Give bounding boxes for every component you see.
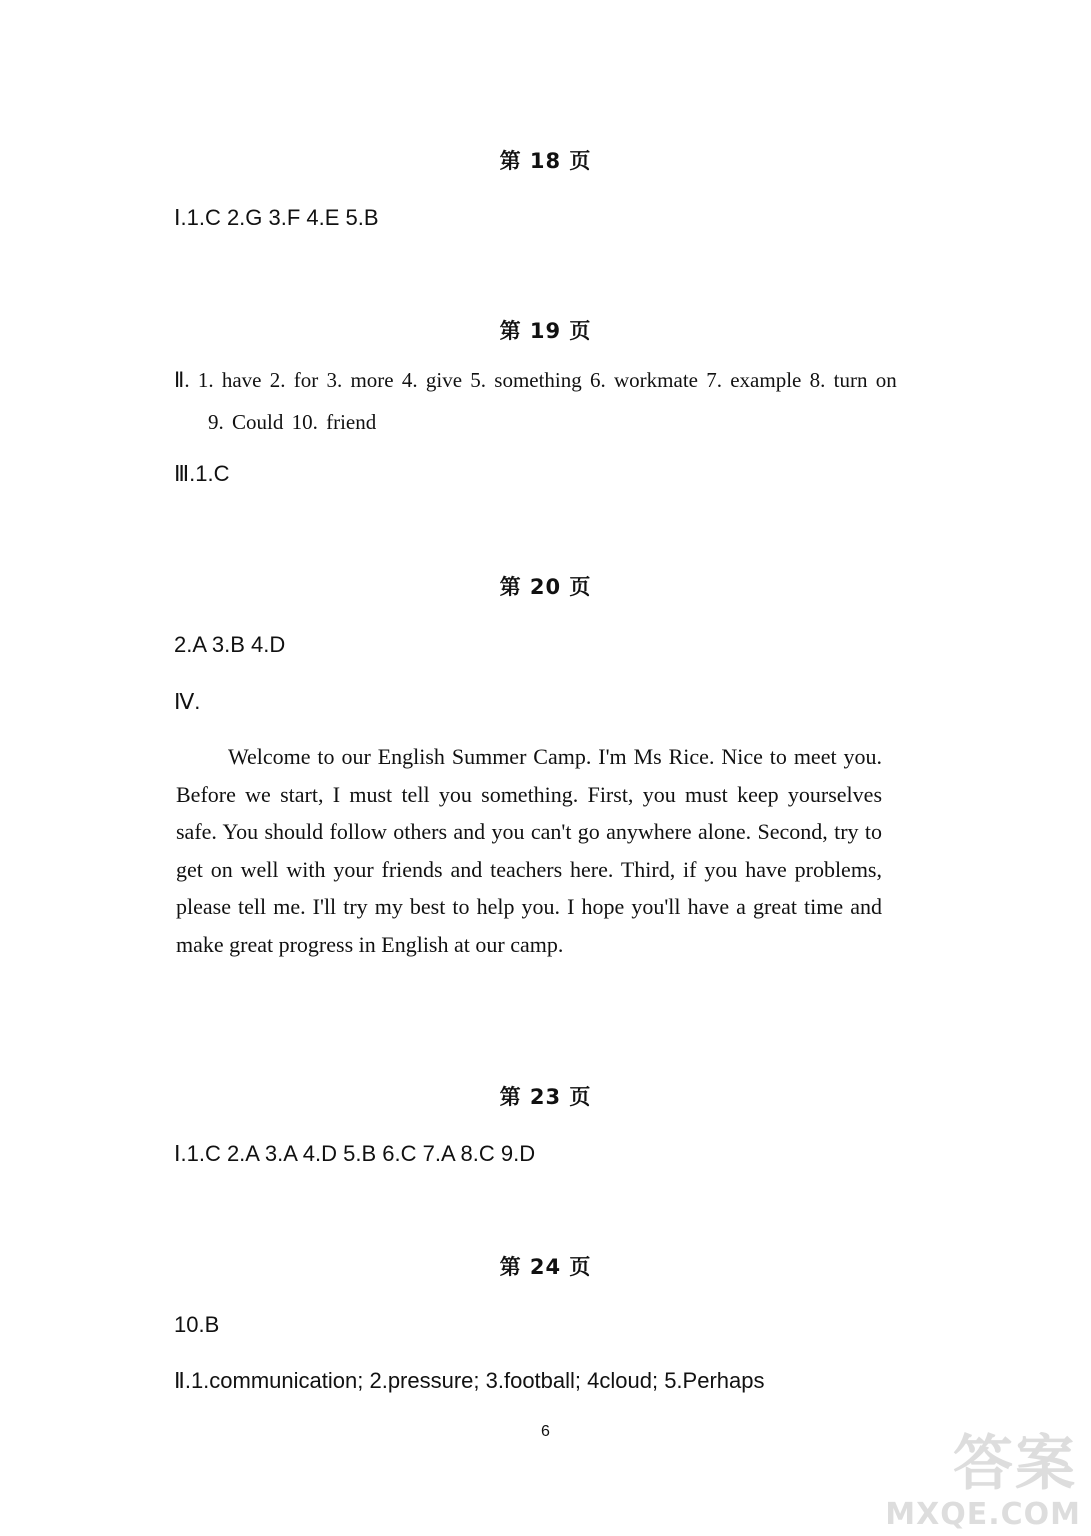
- section-heading-page-23: 第 23 页: [499, 1085, 592, 1109]
- section-heading-page-19: 第 19 页: [499, 319, 592, 343]
- answer-line: 10.B: [174, 1312, 220, 1337]
- answer-line: Ⅲ.1.C: [174, 461, 230, 486]
- watermark-logo-text: 答案: [953, 1429, 1077, 1499]
- section-heading-page-18: 第 18 页: [499, 149, 592, 173]
- answer-line: Ⅱ. 1. have 2. for 3. more 4. give 5. something 6. workmate 7. example 8. turn on: [174, 368, 897, 392]
- section-heading-page-24: 第 24 页: [499, 1255, 592, 1279]
- answer-line: Ⅰ.1.C 2.G 3.F 4.E 5.B: [174, 205, 379, 230]
- writing-answer-paragraph: Welcome to our English Summer Camp. I'm Ms Rice. Nice to meet you. Before we start, I must tell you something. First, you must keep yourselves safe. You should follow others and you can't go anywhere alone. Second, try to get on well with your friends and teachers here. Third, if you have problems, please tell me. I'll try my best to help you. I hope you'll have a great time and make great progress in English at our camp.: [176, 744, 882, 957]
- answer-line: Ⅱ.1.communication; 2.pressure; 3.football; 4cloud; 5.Perhaps: [174, 1368, 765, 1393]
- page-number: 6: [541, 1423, 550, 1440]
- answer-line: 9. Could 10. friend: [208, 410, 377, 434]
- site-watermark: [885, 1414, 1083, 1532]
- answer-line: Ⅰ.1.C 2.A 3.A 4.D 5.B 6.C 7.A 8.C 9.D: [174, 1141, 536, 1166]
- answer-line: Ⅳ.: [174, 689, 201, 714]
- section-heading-page-20: 第 20 页: [499, 575, 592, 599]
- watermark-site-text: MXQE.COM: [885, 1497, 1081, 1532]
- answer-line: 2.A 3.B 4.D: [174, 632, 286, 657]
